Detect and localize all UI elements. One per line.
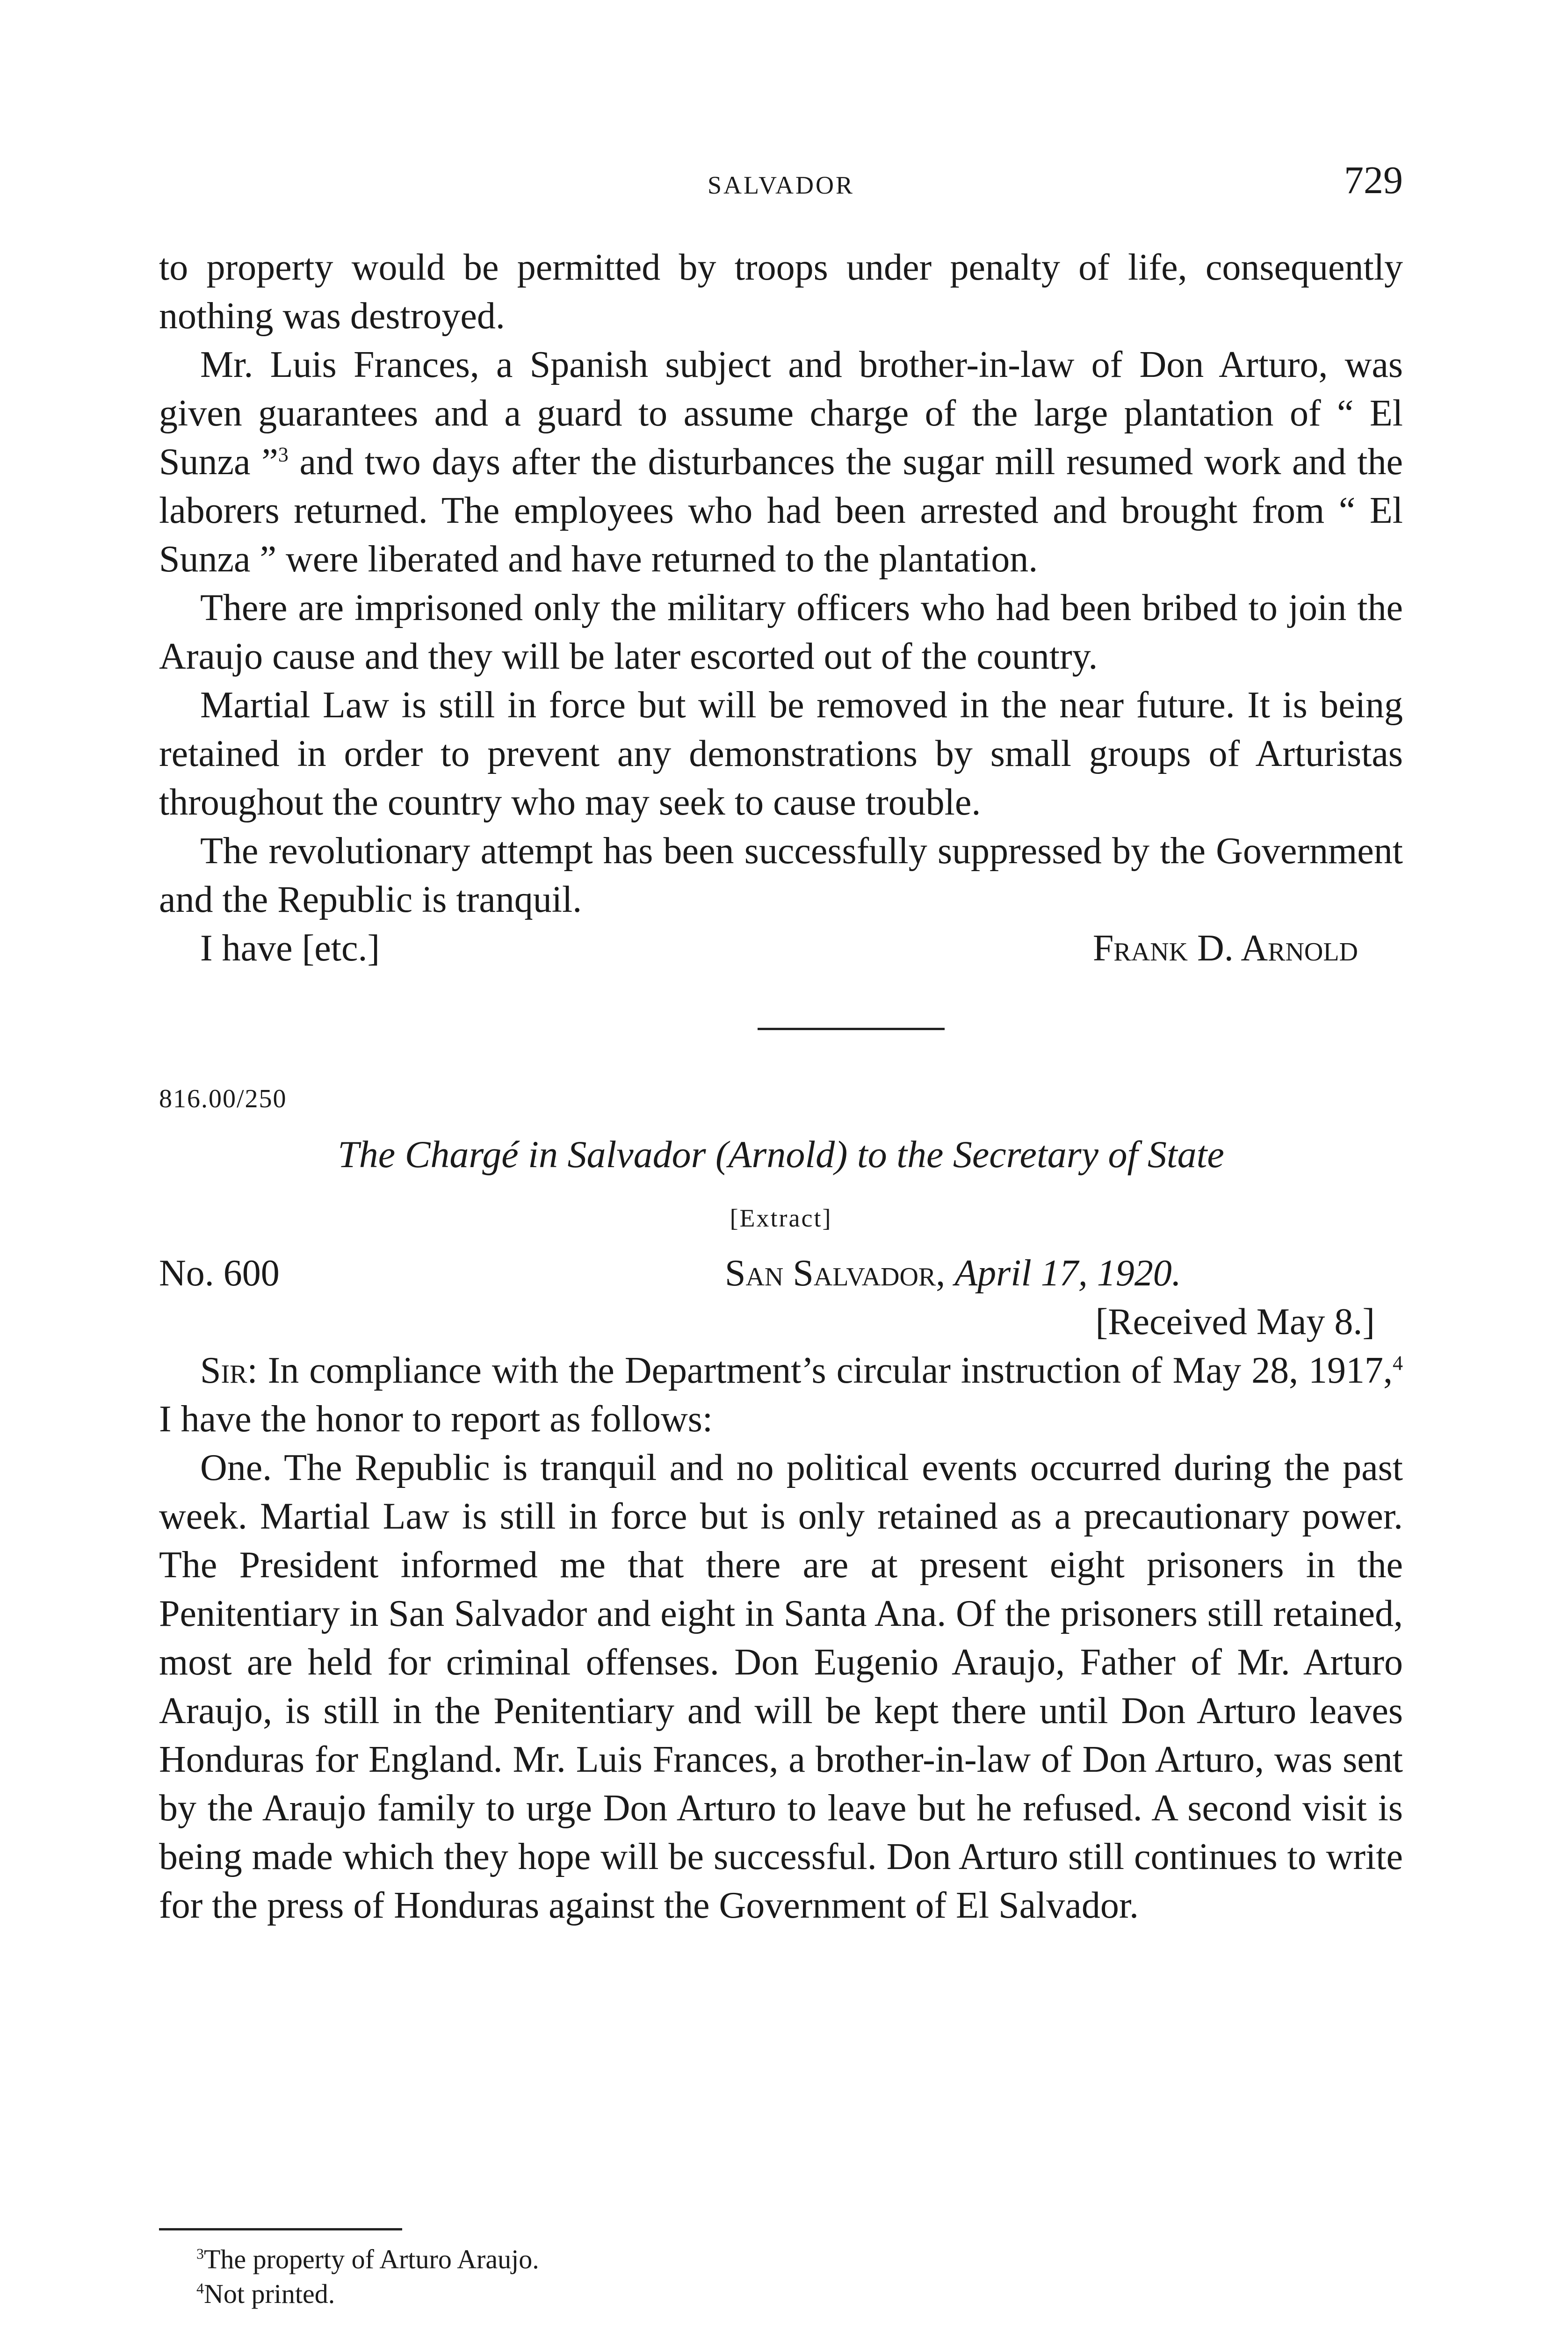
paragraph-text: I have the honor to report as follows:: [159, 1399, 713, 1440]
signature: Frank D. Arnold: [1092, 928, 1358, 969]
closing: I have [etc.]: [200, 928, 380, 969]
footnote-text: The property of Arturo Araujo.: [203, 2244, 539, 2274]
dateline: [159, 1249, 1403, 1298]
paragraph-text: and two days after the disturbances the sugar mill resumed work and the laborers returned. The employees who had been arrested and brought from “ El Sunza ” were liberated and have returned to the plantation.: [159, 441, 1403, 580]
paragraph-text: Mr. Luis Frances, a Spanish subject and brother-in-law of Don Arturo, was given guarantees and a guard to assume charge of the large plantation of “ El Sunza ”: [159, 344, 1403, 483]
dateline-place: San Salvador,: [725, 1253, 946, 1294]
salutation: Sir:: [200, 1350, 258, 1391]
body-text: [159, 243, 1403, 1930]
footnote-3: [196, 2242, 539, 2277]
document-number: No. 600: [159, 1253, 280, 1294]
page-header: [159, 159, 1403, 217]
paragraph-revolutionary-attempt: The revolutionary attempt has been successfully suppressed by the Government and the Republic is tranquil.: [159, 830, 1403, 920]
dateline-place-date: [725, 1249, 1181, 1298]
signoff: [159, 924, 1403, 973]
footnote-divider: [159, 2228, 402, 2230]
paragraph-frances: [159, 340, 1403, 584]
extract-label: [Extract]: [730, 1204, 832, 1232]
footnote-text: Not printed.: [203, 2279, 335, 2309]
paragraph-martial-law: Martial Law is still in force but will be removed in the near future. It is being retained in order to prevent any demonstrations by small groups of Arturistas throughout the country who may seek to cause trouble.: [159, 685, 1403, 823]
paragraph-imprisoned: There are imprisoned only the military officers who had been bribed to join the Araujo cause and they will be later escorted out of the country.: [159, 587, 1403, 677]
dateline-date: April 17, 1920.: [954, 1253, 1181, 1294]
footnote-mark: 4: [196, 2280, 204, 2297]
letter-opening: [159, 1346, 1403, 1443]
received-date: [Received May 8.]: [1095, 1301, 1375, 1342]
document-title: The Chargé in Salvador (Arnold) to the Secretary of State: [338, 1133, 1224, 1176]
footnote-ref-4: 4: [1393, 1351, 1403, 1375]
footnote-4: [196, 2277, 539, 2311]
paragraph-text: In compliance with the Department’s circular instruction of May 28, 1917,: [257, 1350, 1393, 1391]
paragraph-continuation: to property would be permitted by troops under penalty of life, consequently nothing was destroyed.: [159, 247, 1403, 337]
page-number: 729: [1344, 159, 1403, 202]
file-number: 816.00/250: [159, 1084, 287, 1113]
section-divider: [758, 1028, 945, 1030]
paragraph-report-one: One. The Republic is tranquil and no political events occurred during the past week. Martial Law is still in force but is only retained as a precautionary power. The President informed me that there are at present eight prisoners in the Penitentiary in San Salvador and eight in Santa Ana. Of the prisoners still retained, most are held for criminal offenses. Don Eugenio Araujo, Father of Mr. Arturo Araujo, is still in the Penitentiary and will be kept there until Don Arturo leaves Honduras for England. Mr. Luis Frances, a brother-in-law of Don Arturo, was sent by the Araujo family to urge Don Arturo to leave but he refused. A second visit is being made which they hope will be successful. Don Arturo still continues to write for the press of Honduras against the Government of El Salvador.: [159, 1447, 1403, 1926]
footnote-ref-3: 3: [278, 443, 289, 466]
running-head: SALVADOR: [707, 171, 855, 199]
footnote-mark: 3: [196, 2245, 204, 2262]
footnotes: [196, 2242, 539, 2311]
document-page: [159, 0, 1403, 2338]
